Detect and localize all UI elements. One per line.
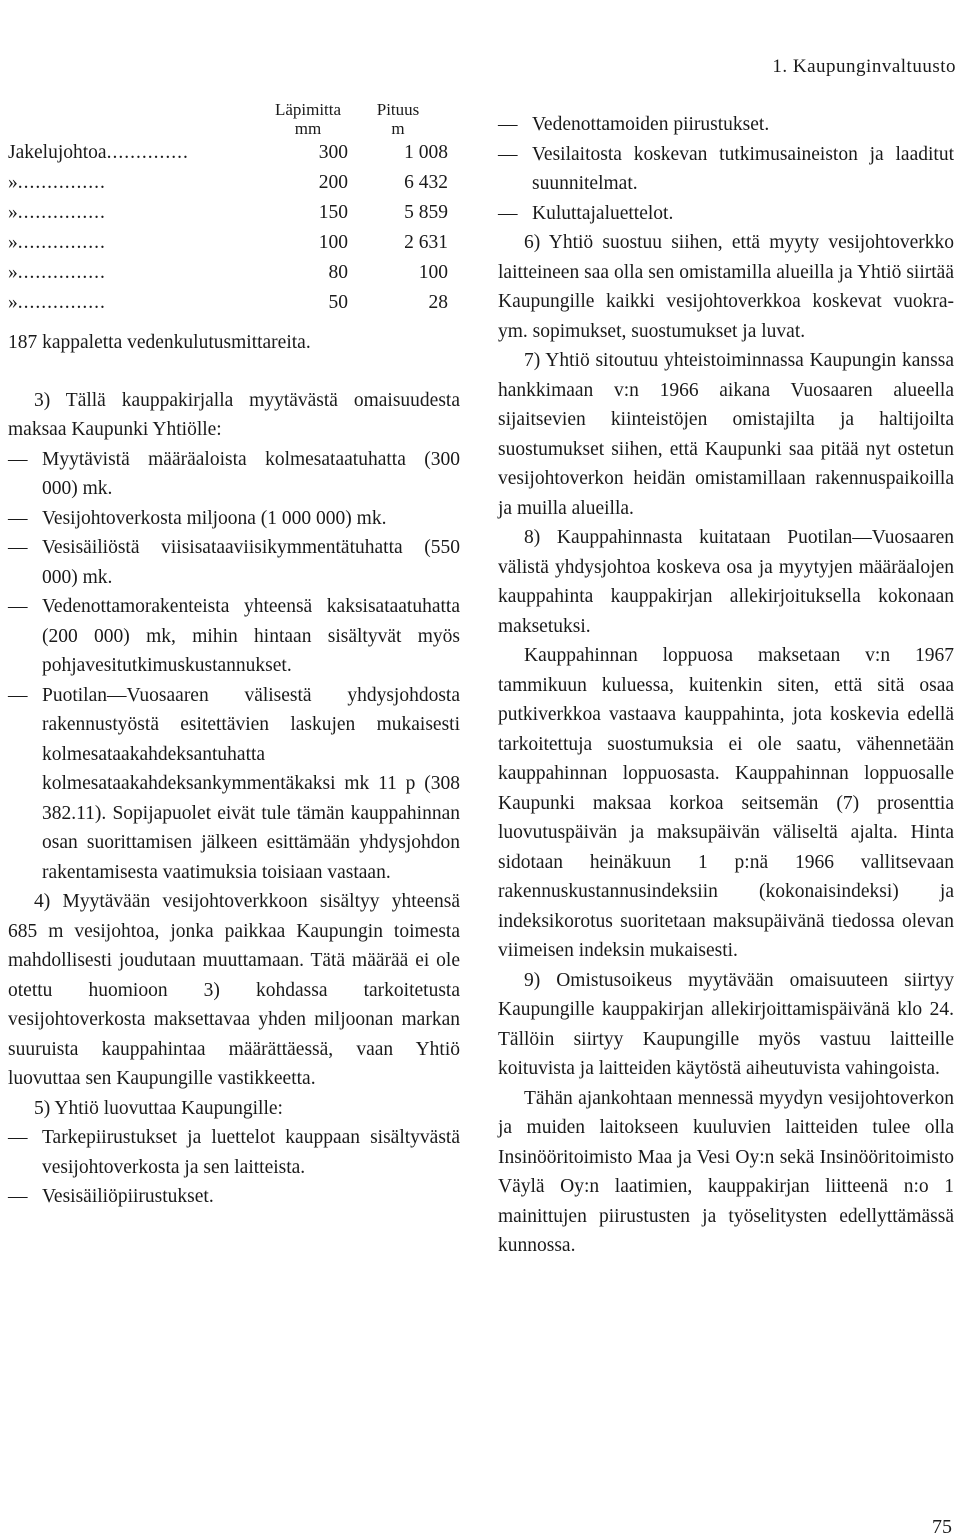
page-number: 75	[932, 1516, 952, 1538]
handover-item: — Kuluttajaluettelot.	[498, 202, 674, 224]
section-8-payment: Kauppahinnan loppuosa maksetaan v:n 1967 tammikuun kuluessa, kuitenkin siten, että sitä osaa putkiverkkoa vastaava kauppahinta, jota koskevia edellä tarkoitettuja suostumuksia ei ole saatu, vähennetään kauppahinnan loppuosasta. Kauppahinnan loppuosalle Kaupunki maksaa korkoa seitsemän (7) prosenttia luovutuspäivän ja maksupäivän väliseltä ajalta. Hinta sidotaan heinäkuun 1 p:nä 1966 vallitsevaan rakennuskustannusindeksiin (kokonaisindeksi) ja indeksikorotus suoritetaan maksupäivänä tiedossa olevan viimeisen indeksin mukaisesti.	[498, 645, 954, 961]
pipe-length: 28	[428, 292, 448, 314]
pipe-name: Jakelujohtoa..............	[8, 142, 189, 164]
pipe-name: »...............	[8, 172, 106, 194]
handover-item: — Tarkepiirustukset ja luettelot kauppaan sisältyvästä vesijohtoverkosta ja sen laitteista.	[8, 1127, 460, 1178]
pipe-diameter: 200	[318, 172, 348, 194]
pipe-name: »...............	[8, 202, 106, 224]
pipe-row	[8, 258, 448, 288]
pipe-diameter: 100	[318, 232, 348, 254]
payment-item: — Puotilan—Vuosaaren välisestä yhdysjohdosta rakennustyöstä esitettävien laskujen mukaisesti kolmesataakahdeksantuhatta kolmesataakahdeksankymmentäkaksi mk 11 p (308 382.11). Sopijapuolet eivät tule tämän kauppahinnan osan suorittamisen jälkeen esittämään yhdysjohdon rakentamisesta vaatimuksia toisiaan vastaan.	[8, 684, 460, 883]
pipe-row	[8, 288, 448, 318]
pipe-table	[8, 100, 448, 318]
diameter-header: Läpimitta mm	[274, 100, 342, 138]
right-column	[498, 110, 954, 1261]
payment-item: — Vedenottamorakenteista yhteensä kaksisataatuhatta (200 000) mk, mihin hintaan sisältyvät myös pohjavesitutkimuskustannukset.	[8, 596, 460, 676]
payment-item: — Vesijohtoverkosta miljoona (1 000 000) mk.	[8, 507, 387, 529]
handover-item: — Vedenottamoiden piirustukset.	[498, 114, 770, 135]
section-9: 9) Omistusoikeus myytävään omaisuuteen siirtyy Kaupungille kauppakirjan allekirjoittamispäivänä klo 24. Tällöin siirtyy Kaupungille myös vastuu laitteille koituvista ja laitteiden käytöstä aiheutuvista vahingoista.	[498, 969, 954, 1079]
section-8: 8) Kauppahinnasta kuitataan Puotilan—Vuosaaren välistä yhdysjohtoa koskeva osa ja myytyjen määräalojen kauppahinta kauppakirjan allekirjoituksella kokonaan maksetuksi.	[498, 527, 954, 637]
section-3-intro: 3) Tällä kauppakirjalla myytävästä omaisuudesta maksaa Kaupunki Yhtiölle:	[8, 389, 460, 440]
section-5-intro: 5) Yhtiö luovuttaa Kaupungille:	[34, 1097, 283, 1119]
pipe-diameter: 300	[318, 142, 348, 164]
pipe-diameter: 80	[328, 262, 348, 284]
pipe-row	[8, 138, 448, 168]
pipe-name: »...............	[8, 292, 106, 314]
pipe-length: 1 008	[404, 142, 448, 164]
section-9-condition: Tähän ajankohtaan mennessä myydyn vesijohtoverkon ja muiden laitokseen kuuluvien laitteiden tulee olla Insinööritoimisto Maa ja Vesi Oy:n sekä Insinööritoimisto Väylä Oy:n laatimien, kauppakirjan liitteenä n:o 1 mainittujen piirustusten ja työselitysten edellyttämässä kunnossa.	[498, 1087, 954, 1256]
pipe-length: 100	[418, 262, 448, 284]
section-4: 4) Myytävään vesijohtoverkkoon sisältyy yhteensä 685 m vesijohtoa, jonka paikkaa Kaupungin toimesta mahdollisesti joudutaan muuttamaan. Tätä määrää ei ole otettu huomioon 3) kohdassa tarkoitetusta vesijohtoverkosta maksettavaa yhden miljoonan markan suuruista kauppahintaa määrättäessä, vaan Yhtiö luovuttaa sen Kaupungille vastikkeetta.	[8, 891, 460, 1089]
handover-item: — Vesilaitosta koskevan tutkimusaineiston ja laaditut suunnitelmat.	[498, 143, 954, 194]
pipe-row	[8, 168, 448, 198]
pipe-diameter: 150	[318, 202, 348, 224]
meters-line: 187 kappaletta vedenkulutusmittareita.	[8, 332, 311, 353]
pipe-name: »...............	[8, 232, 106, 254]
handover-item: — Vesisäiliöpiirustukset.	[8, 1186, 214, 1207]
payment-item: — Myytävistä määräaloista kolmesataatuhatta (300 000) mk.	[8, 448, 460, 499]
section-7: 7) Yhtiö sitoutuu yhteistoiminnassa Kaupungin kanssa hankkimaan v:n 1966 aikana Vuosaaren alueella sijaitsevien kiinteistöjen omistajilta ja haltijoilta suostumukset siihen, että Kaupunki saa pitää nyt ostetun vesijohtoverkon heidän omistamillaan rakennuspaikoilla ja muilla alueilla.	[498, 350, 954, 519]
pipe-length: 5 859	[404, 202, 448, 224]
pipe-row	[8, 198, 448, 228]
pipe-length: 2 631	[404, 232, 448, 254]
pipe-length: 6 432	[404, 172, 448, 194]
pipe-diameter: 50	[328, 292, 348, 314]
length-header: Pituus m	[376, 100, 420, 138]
section-6: 6) Yhtiö suostuu siihen, että myyty vesijohtoverkko laitteineen saa olla sen omistamilla alueilla ja Yhtiö siirtää Kaupungille kaikki vesijohtoverkkoa koskevat vuokra-ym. sopimukset, suostumukset ja luvat.	[498, 232, 954, 342]
pipe-name: »...............	[8, 262, 106, 284]
section-header: 1. Kaupunginvaltuusto	[772, 56, 956, 77]
payment-item: — Vesisäiliöstä viisisataaviisikymmentätuhatta (550 000) mk.	[8, 537, 460, 588]
pipe-row	[8, 228, 448, 258]
left-column	[8, 100, 460, 1212]
